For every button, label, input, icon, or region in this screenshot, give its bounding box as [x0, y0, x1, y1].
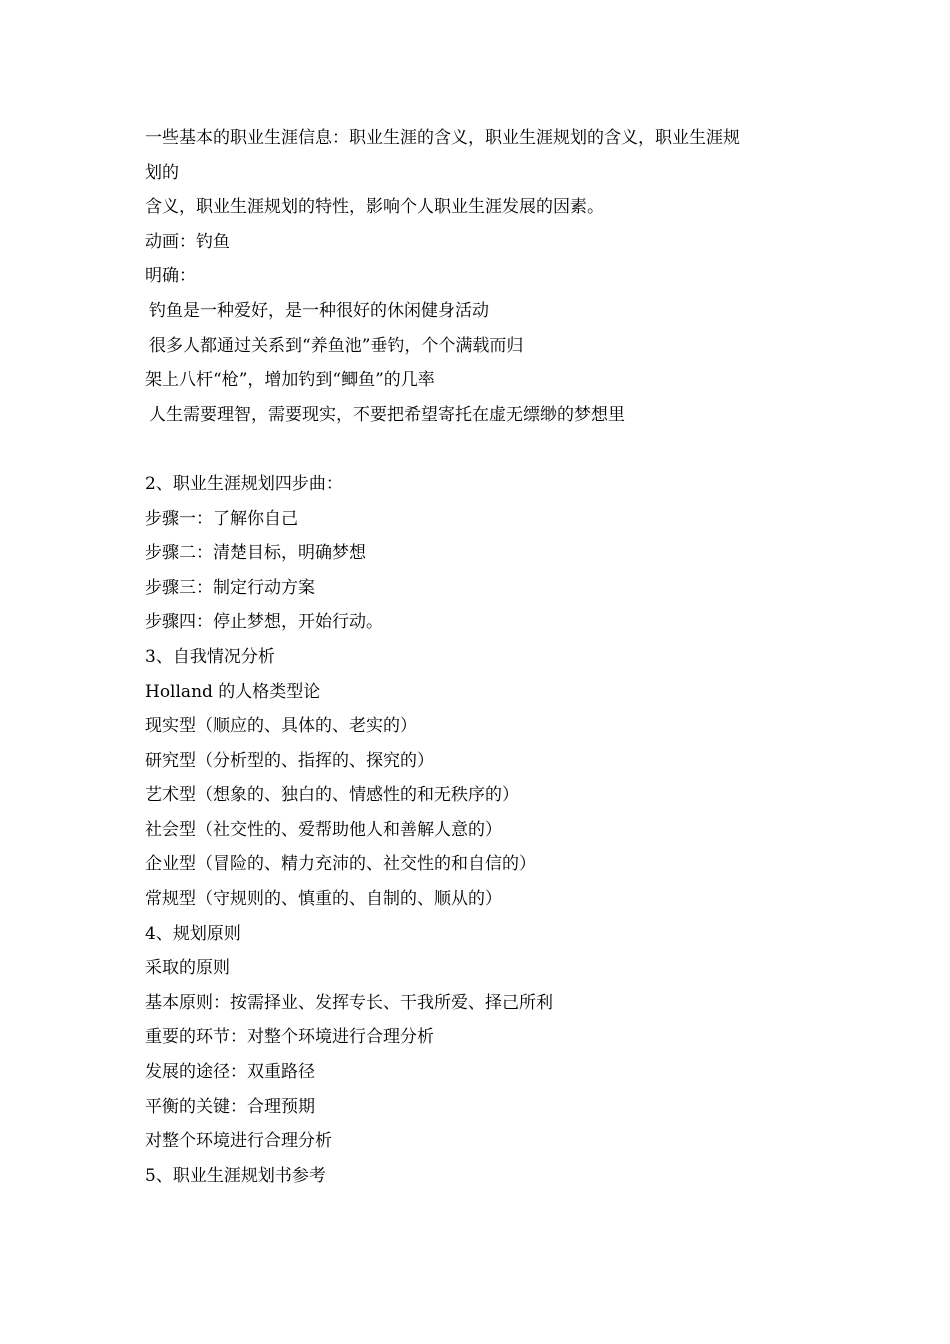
principle-path: 发展的途径：双重路径: [145, 1062, 315, 1083]
type-conventional: 常规型（守规则的、慎重的、自制的、顺从的）: [145, 889, 502, 910]
type-social: 社会型（社交性的、爱帮助他人和善解人意的）: [145, 819, 502, 840]
paragraph-fishing-hobby: 钓鱼是一种爱好，是一种很好的休闲健身活动: [149, 300, 489, 321]
principle-balance: 平衡的关键：合理预期: [145, 1096, 315, 1117]
step-one: 步骤一：了解你自己: [145, 508, 298, 529]
paragraph-intro-line3: 含义，职业生涯规划的特性，影响个人职业生涯发展的因素。: [145, 197, 604, 218]
paragraph-animation: 动画：钓鱼: [145, 231, 230, 252]
heading-four-steps: 2、职业生涯规划四步曲：: [145, 473, 343, 494]
heading-planning-principles: 4、规划原则: [145, 923, 241, 944]
step-two: 步骤二：清楚目标，明确梦想: [145, 543, 366, 564]
type-realistic: 现实型（顺应的、具体的、老实的）: [145, 716, 417, 737]
paragraph-fishing-rods: 架上八杆“枪”，增加钓到“鲫鱼”的几率: [145, 370, 435, 391]
paragraph-life-reason: 人生需要理智，需要现实，不要把希望寄托在虚无缥缈的梦想里: [149, 404, 625, 425]
type-enterprising: 企业型（冒险的、精力充沛的、社交性的和自信的）: [145, 854, 536, 875]
type-artistic: 艺术型（想象的、独白的、情感性的和无秩序的）: [145, 785, 519, 806]
principle-key-link: 重要的环节：对整个环境进行合理分析: [145, 1027, 434, 1048]
paragraph-fishing-pond: 很多人都通过关系到“养鱼池”垂钓，个个满载而归: [149, 335, 524, 356]
blank-line: [145, 432, 825, 467]
principles-adopted: 采取的原则: [145, 958, 230, 979]
step-three: 步骤三：制定行动方案: [145, 577, 315, 598]
heading-plan-reference: 5、职业生涯规划书参考: [145, 1165, 326, 1186]
paragraph-intro-line1: 一些基本的职业生涯信息：职业生涯的含义，职业生涯规划的含义，职业生涯规: [145, 128, 740, 148]
step-four: 步骤四：停止梦想，开始行动。: [145, 612, 383, 633]
type-investigative: 研究型（分析型的、指挥的、探究的）: [145, 750, 434, 771]
paragraph-clarify: 明确：: [145, 266, 196, 287]
principle-basic: 基本原则：按需择业、发挥专长、干我所爱、择己所利: [145, 992, 553, 1013]
principle-environment: 对整个环境进行合理分析: [145, 1131, 332, 1152]
document-body: [145, 121, 825, 1193]
paragraph-intro-line2: 划的: [145, 162, 179, 183]
heading-self-analysis: 3、自我情况分析: [145, 646, 275, 667]
holland-theory: Holland 的人格类型论: [145, 681, 321, 702]
